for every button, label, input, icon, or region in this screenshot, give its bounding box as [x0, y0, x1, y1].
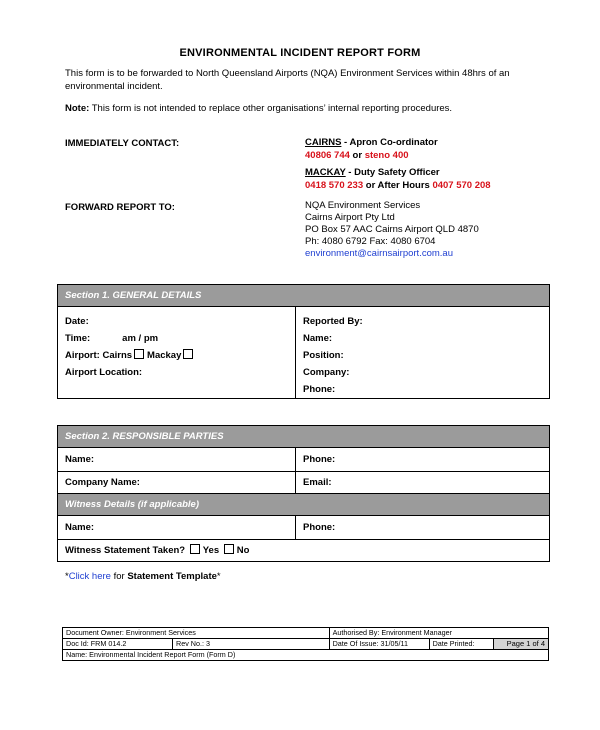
cairns-steno: steno 400 [364, 149, 409, 161]
mackay-contact-line [305, 167, 491, 180]
mackay-role: - Duty Safety Officer [345, 167, 440, 178]
cairns-role: - Apron Co-ordinator [341, 137, 438, 148]
note-label: Note: [65, 103, 90, 114]
mackay-checkbox[interactable] [183, 349, 193, 359]
note-text [65, 103, 545, 114]
witness-statement-label: Witness Statement Taken? [65, 545, 186, 556]
email-label: Email: [303, 477, 332, 488]
cairns-or: or [349, 149, 365, 161]
witness-name-label: Name: [65, 522, 95, 533]
footer-page-number: Page 1 of 4 [494, 639, 549, 650]
contact-block [305, 137, 491, 192]
cairns-phone: 40806 744 [305, 149, 350, 161]
forward-line-2: Cairns Airport Pty Ltd [305, 212, 395, 223]
statement-template-text: Statement Template [127, 571, 217, 582]
immediately-contact-label: IMMEDIATELY CONTACT: [65, 138, 180, 149]
witness-statement-cell [58, 540, 549, 561]
section1-left-cell[interactable] [58, 307, 296, 398]
forward-line-4: Ph: 4080 6792 Fax: 4080 6704 [305, 236, 436, 247]
responsible-phone-label: Phone: [303, 454, 336, 465]
section1-right-cell[interactable] [296, 307, 549, 398]
click-for-text: for [110, 571, 128, 582]
airport-field [65, 347, 295, 364]
statement-no-label: No [236, 545, 250, 556]
phone-field-label: Phone: [303, 384, 336, 395]
statement-template-line [65, 571, 221, 582]
footer-rev: Rev No.: 3 [173, 639, 330, 650]
company-field-label: Company: [303, 367, 350, 378]
note-body: This form is not intended to replace other organisations’ internal reporting procedures. [89, 103, 453, 114]
footer-doc-id: Doc Id: FRM 014.2 [63, 639, 173, 650]
responsible-phone-cell[interactable] [296, 448, 549, 471]
section-responsible-parties [57, 425, 550, 562]
forward-address-block [305, 200, 479, 260]
footer-date-printed: Date Printed: [429, 639, 493, 650]
time-field-label: Time: [65, 333, 91, 344]
company-name-cell[interactable] [58, 472, 296, 493]
am-pm-label: am / pm [122, 333, 159, 344]
cairns-contact-line [305, 137, 491, 150]
company-name-label: Company Name: [65, 477, 140, 488]
mackay-after-hours: 0407 570 208 [432, 179, 491, 191]
asterisk-start: * [65, 571, 69, 582]
forward-email-link[interactable]: environment@cairnsairport.com.au [305, 248, 453, 259]
forward-line-1: NQA Environment Services [305, 200, 421, 211]
cairns-name: CAIRNS [305, 137, 342, 148]
footer-form-name: Name: Environmental Incident Report Form (Form D) [63, 650, 549, 661]
page-title: ENVIRONMENTAL INCIDENT REPORT FORM [179, 47, 421, 59]
name-field-label: Name: [303, 333, 333, 344]
mackay-phone: 0418 570 233 [305, 179, 364, 191]
witness-phone-cell[interactable] [296, 516, 549, 539]
witness-details-header: Witness Details (if applicable) [58, 494, 549, 516]
witness-name-cell[interactable] [58, 516, 296, 539]
footer-date-issue: Date Of Issue: 31/05/11 [329, 639, 429, 650]
section2-header: Section 2. RESPONSIBLE PARTIES [58, 426, 549, 448]
forward-report-label: FORWARD REPORT TO: [65, 202, 175, 213]
responsible-name-cell[interactable] [58, 448, 296, 471]
document-footer-table [62, 627, 549, 661]
airport-location-label: Airport Location: [65, 367, 143, 378]
airport-mackay-label: Mackay [147, 350, 182, 361]
witness-phone-label: Phone: [303, 522, 336, 533]
asterisk-end: * [216, 571, 221, 582]
click-here-link[interactable]: Click here [68, 571, 111, 582]
email-cell[interactable] [296, 472, 549, 493]
time-field [65, 330, 295, 347]
mackay-phone-line [305, 180, 491, 193]
section-general-details [57, 284, 550, 399]
statement-yes-checkbox[interactable] [190, 544, 200, 554]
date-field-label: Date: [65, 316, 89, 327]
position-field-label: Position: [303, 350, 344, 361]
responsible-name-label: Name: [65, 454, 95, 465]
airport-cairns-label: Airport: Cairns [65, 350, 133, 361]
section1-header: Section 1. GENERAL DETAILS [58, 285, 549, 307]
footer-owner: Document Owner: Environment Services [63, 628, 330, 639]
cairns-phone-line [305, 150, 491, 163]
reported-by-label: Reported By: [303, 316, 363, 327]
forward-line-3: PO Box 57 AAC Cairns Airport QLD 4870 [305, 224, 479, 235]
statement-yes-label: Yes [202, 545, 220, 556]
intro-text: This form is to be forwarded to North Queensland Airports (NQA) Environment Services within 48hrs of an environmental incident. [65, 68, 510, 92]
statement-no-checkbox[interactable] [224, 544, 234, 554]
cairns-checkbox[interactable] [134, 349, 144, 359]
footer-authorised: Authorised By: Environment Manager [329, 628, 548, 639]
mackay-name: MACKAY [305, 167, 346, 178]
mackay-or: or After Hours [363, 179, 433, 191]
